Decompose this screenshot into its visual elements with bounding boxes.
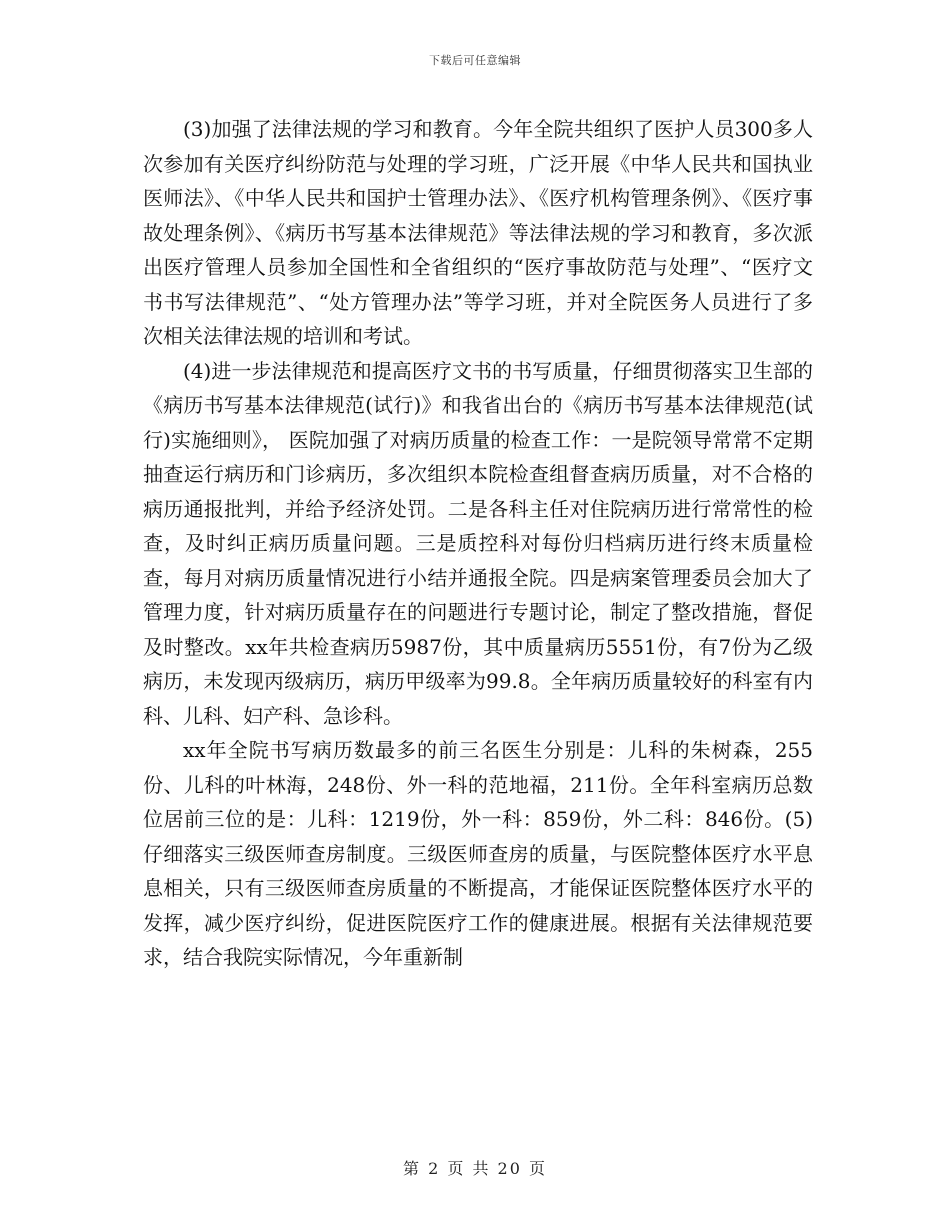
paragraph-medical-records-quality: (4)进一步法律规范和提高医疗文书的书写质量，仔细贯彻落实卫生部的《病历书写基本法律规范(试行)》和我省出台的《病历书写基本法律规范(试行)实施细则》， 医院加强了对病历质量的检查工作：一是院领导常常不定期抽查运行病历和门诊病历，多次组织本院检查组督查病历质量，对不合格的病历通报批判，并给予经济处罚。二是各科主任对住院病历进行常常性的检查，及时纠正病历质量问题。三是质控科对每份归档病历进行终末质量检查，每月对病历质量情况进行小结并通报全院。四是病案管理委员会加大了管理力度，针对病历质量存在的问题进行专题讨论，制定了整改措施，督促及时整改。xx年共检查病历5987份，其中质量病历5551份，有7份为乙级病历，未发现丙级病历，病历甲级率为99.8。全年病历质量较好的科室有内科、儿科、妇产科、急诊科。 <box>143 358 813 728</box>
page-header: 下载后可任意编辑 <box>429 54 521 67</box>
document-body <box>143 112 813 975</box>
paragraph-records-statistics: xx年全院书写病历数最多的前三名医生分别是：儿科的朱树森，255份、儿科的叶林海，248份、外一科的范地福，211份。全年科室病历总数位居前三位的是：儿科：1219份，外一科：859份，外二科：846份。(5)仔细落实三级医师查房制度。三级医师查房的质量，与医院整体医疗水平息息相关，只有三级医师查房质量的不断提高，才能保证医院整体医疗水平的发挥，减少医疗纠纷，促进医院医疗工作的健康进展。根据有关法律规范要求，结合我院实际情况，今年重新制 <box>143 738 813 969</box>
page-footer: 第 2 页 共 20 页 <box>403 1159 547 1178</box>
paragraph-legal-education: (3)加强了法律法规的学习和教育。今年全院共组织了医护人员300多人次参加有关医疗纠纷防范与处理的学习班，广泛开展《中华人民共和国执业医师法》、《中华人民共和国护士管理办法》、《医疗机构管理条例》、《医疗事故处理条例》、《病历书写基本法律规范》等法律法规的学习和教育，多次派出医疗管理人员参加全国性和全省组织的“医疗事故防范与处理”、“医疗文书书写法律规范”、“处方管理办法”等学习班，并对全院医务人员进行了多次相关法律法规的培训和考试。 <box>143 117 813 348</box>
